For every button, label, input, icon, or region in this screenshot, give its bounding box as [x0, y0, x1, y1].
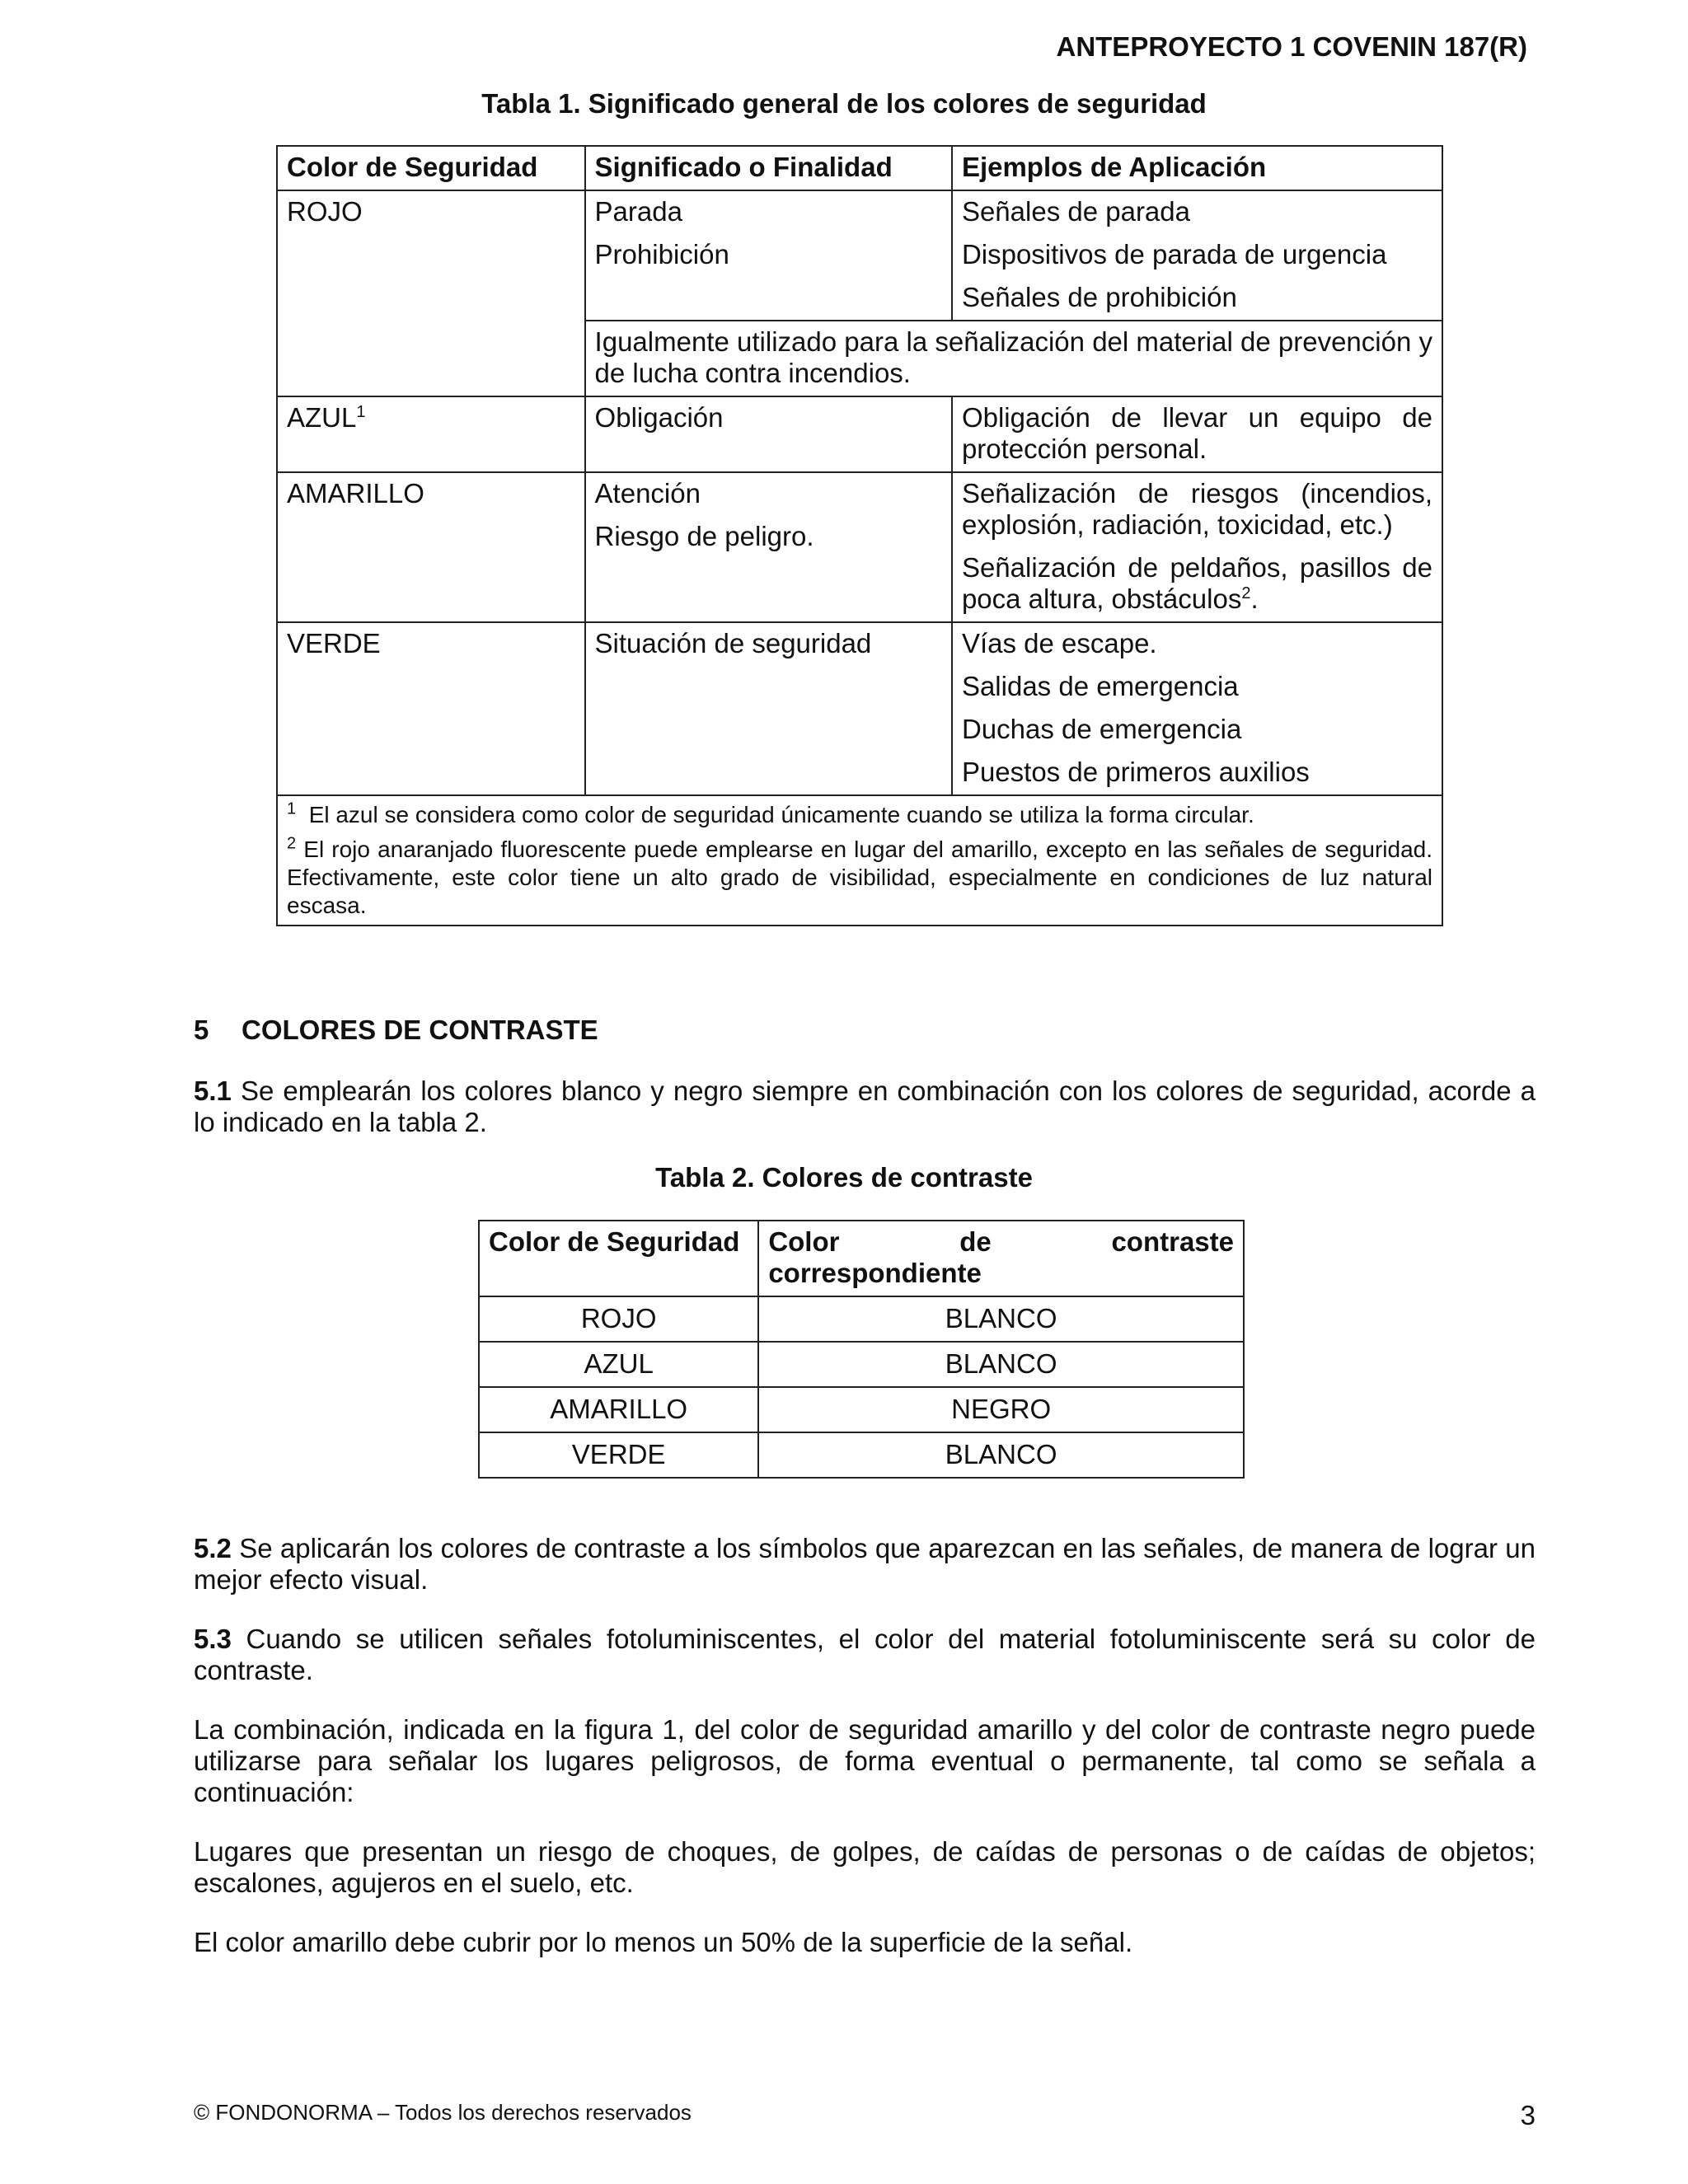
safety-color-cell: AZUL [479, 1342, 758, 1387]
clause-number: 5.1 [194, 1076, 232, 1106]
column-header: Ejemplos de Aplicación [952, 146, 1442, 190]
example-item: Vías de escape. [961, 628, 1157, 658]
meaning-item: Parada [594, 196, 682, 227]
clause-number: 5.2 [194, 1533, 232, 1563]
paragraph-combination: La combinación, indicada en la figura 1, del color de seguridad amarillo y del color de contraste negro puede utilizarse para señalar los lugares peligrosos, de forma eventual o permanente, tal como se señala a continuación: [194, 1714, 1536, 1807]
meaning-item: Atención [594, 478, 701, 509]
footnote-text: El azul se considera como color de seguridad únicamente cuando se utiliza la forma circular. [308, 802, 1254, 827]
footer-copyright: © FONDONORMA – Todos los derechos reservados [194, 2100, 692, 2125]
table-row [479, 1387, 1244, 1432]
document-id: ANTEPROYECTO 1 COVENIN 187(R) [1056, 31, 1527, 62]
example-item: Salidas de emergencia [961, 671, 1239, 701]
paragraph-5-3 [194, 1624, 1536, 1686]
example-item: Señalización de riesgos (incendios, explosión, radiación, toxicidad, etc.) [961, 478, 1432, 540]
safety-color-cell: ROJO [479, 1296, 758, 1342]
footnote-text: El rojo anaranjado fluorescente puede emplearse en lugar del amarillo, excepto en las señales de seguridad. Efectivamente, este color tiene un alto grado de visibilidad, especialmente en condiciones de luz natural escasa. [287, 837, 1433, 918]
footnote [287, 836, 1432, 920]
table-row-amarillo [277, 472, 1442, 622]
meaning-item: Situación de seguridad [594, 628, 872, 658]
header-word: de [959, 1226, 992, 1257]
section-number: 5 [194, 1015, 209, 1045]
table-row-rojo [277, 190, 1442, 321]
examples-cell [952, 622, 1442, 795]
meaning-cell [585, 622, 952, 795]
column-header: Color de Seguridad [479, 1221, 758, 1296]
header-word: contraste [1111, 1226, 1234, 1257]
table-row-verde [277, 622, 1442, 795]
column-header: Color de Seguridad [277, 146, 585, 190]
meaning-cell [585, 190, 952, 321]
column-header: Significado o Finalidad [585, 146, 952, 190]
contrast-color-cell: BLANCO [758, 1342, 1244, 1387]
table-row-azul [277, 396, 1442, 472]
header-word: Color [768, 1226, 840, 1257]
page-number: 3 [1520, 2100, 1536, 2130]
safety-colors-table [276, 145, 1443, 926]
table1-caption: Tabla 1. Significado general de los colores de seguridad [481, 88, 1207, 119]
table-row [479, 1342, 1244, 1387]
table-row [479, 1432, 1244, 1478]
header-line [768, 1226, 1234, 1258]
table-header-row [479, 1221, 1244, 1296]
column-header [758, 1221, 1244, 1296]
meaning-cell [585, 472, 952, 622]
example-item: Duchas de emergencia [961, 714, 1242, 744]
paragraph-5-2 [194, 1533, 1536, 1596]
paragraph-text: Se aplicarán los colores de contraste a los símbolos que aparezcan en las señales, de manera de lograr un mejor efecto visual. [194, 1533, 1536, 1595]
footnote-ref: 1 [356, 403, 366, 421]
safety-color-cell: VERDE [479, 1432, 758, 1478]
table-header-row [277, 146, 1442, 190]
examples-cell [952, 190, 1442, 321]
example-item [962, 552, 1432, 615]
footnote-ref: 2 [1241, 584, 1251, 602]
paragraph-5-1 [194, 1076, 1536, 1138]
example-item: Dispositivos de parada de urgencia [961, 239, 1387, 269]
section-heading [194, 1015, 598, 1046]
contrast-color-cell: NEGRO [758, 1387, 1244, 1432]
footnote-mark: 1 [287, 799, 297, 818]
footnote [287, 801, 1432, 829]
meaning-item: Riesgo de peligro. [594, 521, 814, 551]
meaning-cell [585, 396, 952, 472]
safety-color-cell: AMARILLO [479, 1387, 758, 1432]
contrast-colors-table [478, 1220, 1245, 1479]
paragraph-text: Cuando se utilicen señales fotoluminiscentes, el color del material fotoluminiscente será su color de contraste. [194, 1624, 1536, 1685]
color-label: AZUL [287, 402, 357, 433]
meaning-item: Prohibición [594, 239, 729, 269]
clause-number: 5.3 [194, 1624, 232, 1654]
table2-caption: Tabla 2. Colores de contraste [655, 1162, 1033, 1193]
example-item: Obligación de llevar un equipo de protección personal. [961, 402, 1432, 464]
section-title: COLORES DE CONTRASTE [241, 1015, 598, 1045]
header-line: correspondiente [768, 1258, 982, 1288]
example-item: Puestos de primeros auxilios [961, 757, 1310, 787]
paragraph-yellow-coverage: El color amarillo debe cubrir por lo menos un 50% de la superficie de la señal. [194, 1927, 1133, 1957]
contrast-color-cell: BLANCO [758, 1296, 1244, 1342]
color-cell: ROJO [277, 190, 585, 396]
color-cell [277, 396, 585, 472]
meaning-item: Obligación [594, 402, 724, 433]
table-footnotes-row [277, 795, 1442, 926]
example-item: Señales de prohibición [961, 282, 1237, 312]
examples-cell [952, 396, 1442, 472]
example-end: . [1250, 583, 1259, 614]
example-text: Señalización de peldaños, pasillos de poca altura, obstáculos [961, 552, 1432, 614]
contrast-color-cell: BLANCO [758, 1432, 1244, 1478]
example-item: Señales de parada [961, 196, 1190, 227]
paragraph-hazard-places: Lugares que presentan un riesgo de choques, de golpes, de caídas de personas o de caídas de objetos; escalones, agujeros en el suelo, etc. [194, 1836, 1536, 1898]
table-row [479, 1296, 1244, 1342]
paragraph-text: Se emplearán los colores blanco y negro siempre en combinación con los colores de seguridad, acorde a lo indicado en la tabla 2. [194, 1076, 1536, 1137]
color-cell: AMARILLO [277, 472, 585, 622]
examples-cell [952, 472, 1442, 622]
rojo-note-cell: Igualmente utilizado para la señalización del material de prevención y de lucha contra incendios. [585, 321, 1442, 396]
footnotes-cell [277, 795, 1442, 926]
footnote-mark: 2 [287, 834, 297, 853]
color-cell: VERDE [277, 622, 585, 795]
